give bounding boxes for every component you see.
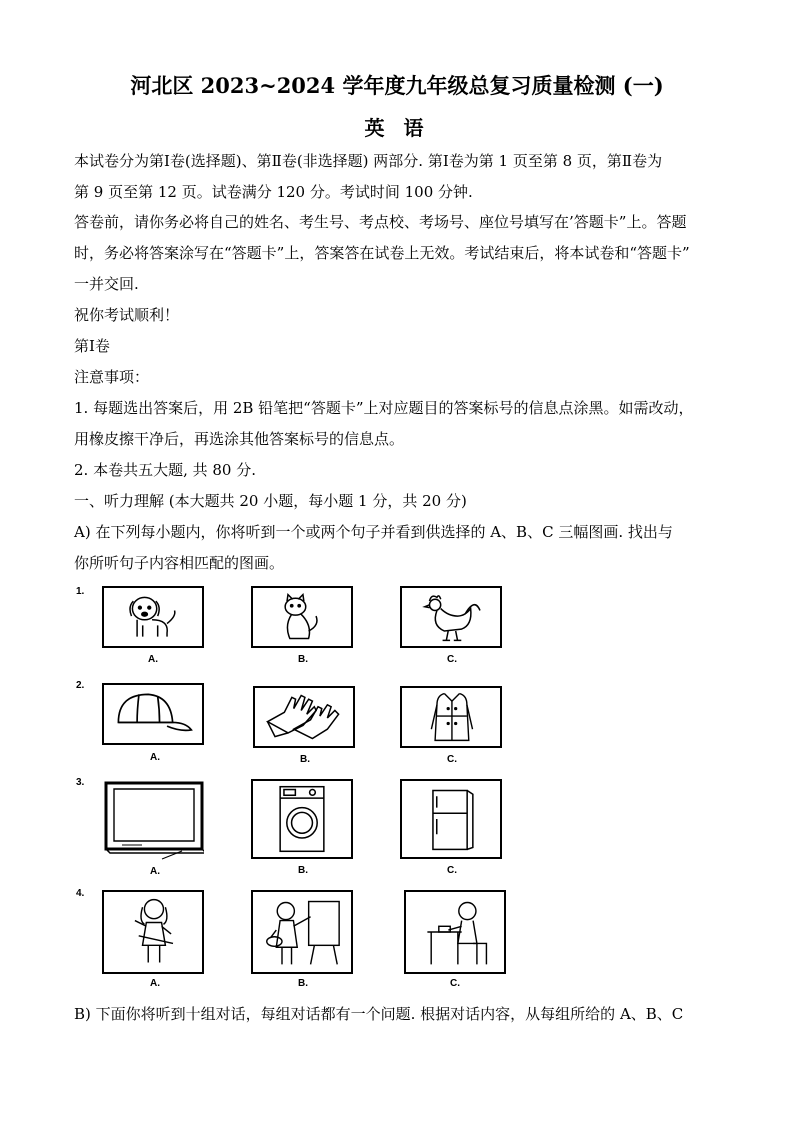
option-image[interactable] — [102, 779, 204, 863]
page-title: 河北区 2023~2024 学年度九年级总复习质量检测 (一) — [130, 73, 664, 98]
option-image[interactable] — [404, 890, 506, 974]
girl-painting-icon — [253, 892, 351, 972]
option-label: C. — [450, 978, 460, 989]
cap-icon — [104, 685, 202, 743]
intro-line: 答卷前，请你务必将自己的姓名、考生号、考点校、考场号、座位号填写在’答题卡”上。答题 — [74, 213, 687, 231]
option-image[interactable] — [400, 686, 502, 748]
note-line: 用橡皮擦干净后，再选涂其他答案标号的信息点。 — [74, 430, 405, 448]
question-number: 4. — [76, 888, 85, 899]
option-image[interactable] — [102, 890, 204, 974]
gloves-icon — [255, 688, 353, 746]
option-image[interactable] — [102, 683, 204, 745]
fridge-icon — [402, 781, 500, 857]
note-line: 1. 每题选出答案后，用 2B 铅笔把“答题卡”上对应题目的答案标号的信息点涂黑。如需改动， — [74, 399, 694, 417]
section-b-instruction: B) 下面你将听到十组对话，每组对话都有一个问题. 根据对话内容，从每组所给的 A、B、C — [74, 1005, 684, 1023]
cat-icon — [253, 588, 351, 646]
question-number: 3. — [76, 777, 85, 788]
question-number: 2. — [76, 680, 85, 691]
note-line: 2. 本卷共五大题, 共 80 分. — [74, 461, 257, 479]
girl-singing-icon — [104, 892, 202, 972]
option-label: A. — [150, 866, 160, 877]
subject-title: 英 语 — [364, 116, 430, 140]
option-image[interactable] — [251, 586, 353, 648]
notes-heading: 注意事项： — [74, 368, 150, 386]
option-image[interactable] — [400, 586, 502, 648]
dog-icon — [104, 588, 202, 646]
intro-line: 本试卷分为第Ⅰ卷(选择题)、第Ⅱ卷(非选择题) 两部分. 第Ⅰ卷为第 1 页至第 8 页，第Ⅱ卷为 — [74, 152, 663, 170]
coat-icon — [402, 688, 500, 746]
intro-line: 时，务必将答案涂写在“答题卡”上，答案答在试卷上无效。考试结束后，将本试卷和“答题卡” — [74, 244, 690, 262]
good-luck-line: 祝你考试顺利！ — [74, 306, 180, 324]
option-image[interactable] — [400, 779, 502, 859]
washing-machine-icon — [253, 781, 351, 857]
volume-heading: 第Ⅰ卷 — [74, 337, 110, 355]
option-label: B. — [298, 654, 308, 665]
option-label: B. — [300, 754, 310, 765]
question-number: 1. — [76, 586, 85, 597]
instruction-line: 你所听句子内容相匹配的图画。 — [74, 554, 285, 572]
option-label: C. — [447, 865, 457, 876]
girl-studying-icon — [406, 892, 504, 972]
option-label: B. — [298, 865, 308, 876]
option-label: C. — [447, 654, 457, 665]
option-image[interactable] — [251, 779, 353, 859]
section-heading: 一、听力理解 (本大题共 20 小题，每小题 1 分，共 20 分) — [74, 492, 467, 510]
intro-line: 一并交回. — [74, 275, 139, 293]
intro-line: 第 9 页至第 12 页。试卷满分 120 分。考试时间 100 分钟. — [74, 183, 473, 201]
option-label: A. — [150, 978, 160, 989]
option-label: C. — [447, 754, 457, 765]
option-image[interactable] — [251, 890, 353, 974]
option-label: A. — [150, 752, 160, 763]
rooster-icon — [402, 588, 500, 646]
instruction-line: A) 在下列每小题内，你将听到一个或两个句子并看到供选择的 A、B、C 三幅图画. 找出与 — [74, 523, 673, 541]
option-label: A. — [148, 654, 158, 665]
option-image[interactable] — [253, 686, 355, 748]
tv-icon — [102, 779, 204, 863]
option-label: B. — [298, 978, 308, 989]
option-image[interactable] — [102, 586, 204, 648]
